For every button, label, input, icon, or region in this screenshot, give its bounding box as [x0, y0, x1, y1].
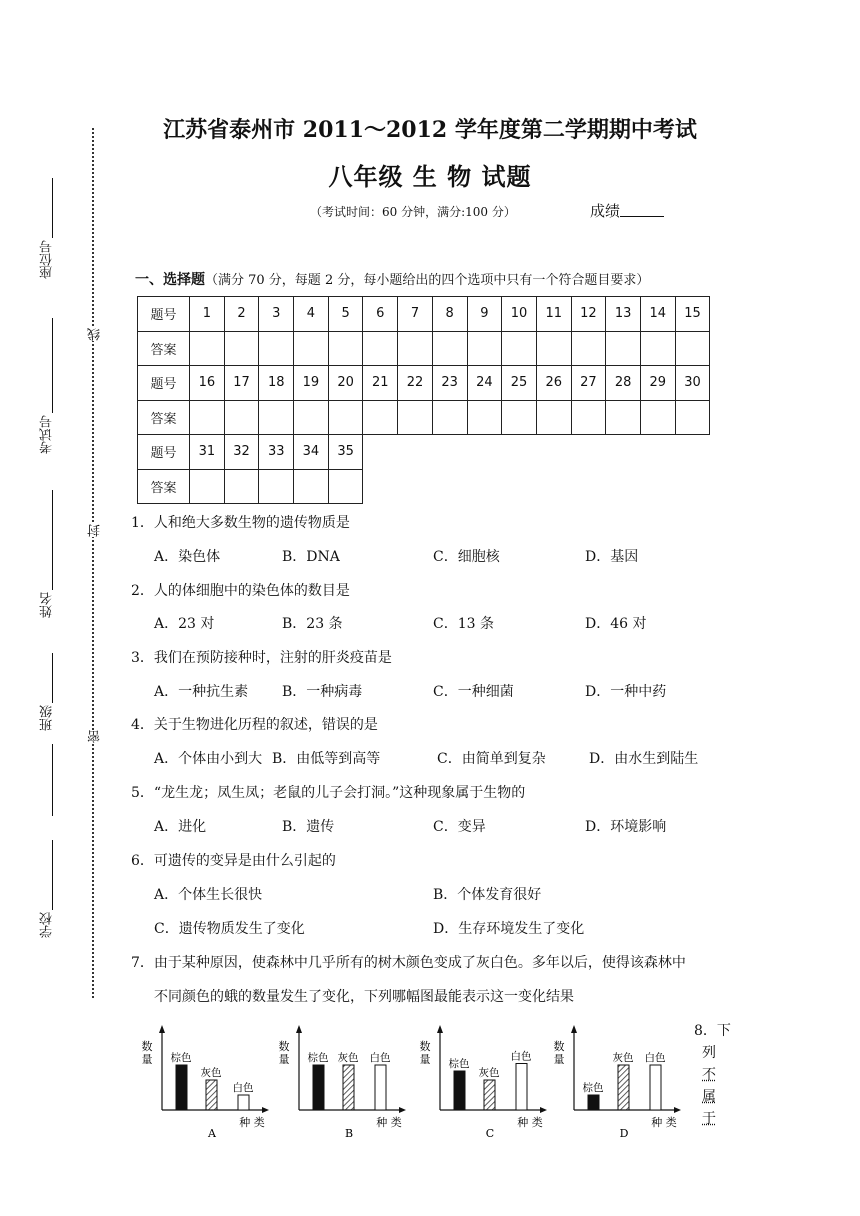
y-axis-arrow: [437, 1025, 443, 1033]
table-row: [138, 469, 710, 504]
exam-info: （考试时间：60 分钟，满分:100 分）: [310, 205, 516, 219]
section-note: （满分 70 分，每题 2 分，每小题给出的四个选项中只有一个符合题目要求）: [205, 273, 650, 288]
answer-cell[interactable]: [363, 331, 398, 366]
q2-option-c[interactable]: C．13 条: [433, 616, 494, 632]
x-axis-arrow: [674, 1107, 681, 1113]
answer-cell[interactable]: [259, 331, 294, 366]
bar: [206, 1080, 217, 1110]
answer-cell[interactable]: [502, 331, 537, 366]
name-label: 姓名: [40, 592, 55, 618]
answer-cell[interactable]: [502, 400, 537, 435]
bar: [516, 1064, 527, 1111]
question-5-stem: 5．“龙生龙；凤生凤；老鼠的儿子会打洞。”这种现象属于生物的: [131, 785, 526, 801]
q4-option-c[interactable]: C．由简单到复杂: [437, 751, 546, 767]
bar-label: 灰色: [612, 1052, 634, 1064]
answer-cell[interactable]: [467, 331, 502, 366]
q8-text: 8．下: [694, 1023, 731, 1039]
exam-title: 江苏省泰州市 2011～2012 学年度第二学期期中考试: [163, 117, 697, 143]
row-label: 题号: [138, 435, 190, 470]
table-empty-area: [363, 469, 710, 504]
question-7-stem-cont: 不同颜色的蛾的数量发生了变化，下列哪幅图最能表示这一变化结果: [154, 989, 574, 1005]
question-number-cell: 10: [502, 297, 537, 332]
question-number-cell: 31: [190, 435, 225, 470]
bar: [618, 1065, 629, 1110]
table-row: [138, 435, 710, 470]
bar-chart-b[interactable]: [277, 1025, 412, 1149]
answer-cell[interactable]: [571, 400, 606, 435]
q5-option-a[interactable]: A．进化: [154, 819, 207, 835]
question-number-cell: 32: [224, 435, 259, 470]
question-number-cell: 25: [502, 366, 537, 401]
question-number-cell: 6: [363, 297, 398, 332]
answer-cell[interactable]: [363, 400, 398, 435]
answer-cell[interactable]: [536, 400, 571, 435]
question-number-cell: 26: [536, 366, 571, 401]
bar: [375, 1065, 386, 1110]
answer-cell[interactable]: [328, 400, 363, 435]
y-axis-label: 量: [141, 1053, 153, 1066]
q6-option-b[interactable]: B．个体发育很好: [433, 887, 542, 903]
question-number-cell: 22: [398, 366, 433, 401]
bar: [176, 1065, 187, 1110]
question-number-cell: 19: [294, 366, 329, 401]
q8-text: 于: [702, 1111, 716, 1127]
question-number-cell: 15: [675, 297, 710, 332]
answer-cell[interactable]: [432, 331, 467, 366]
question-number-cell: 33: [259, 435, 294, 470]
answer-cell[interactable]: [398, 331, 433, 366]
school-label: 学校: [40, 912, 55, 938]
question-number-cell: 3: [259, 297, 294, 332]
question-1-stem: 1．人和绝大多数生物的遗传物质是: [131, 515, 350, 531]
question-7-stem: 7．由于某种原因，使森林中几乎所有的树木颜色变成了灰白色。多年以后，使得该森林中: [131, 955, 686, 971]
q1-option-a[interactable]: A．染色体: [154, 549, 221, 565]
answer-cell[interactable]: [467, 400, 502, 435]
question-number-cell: 2: [224, 297, 259, 332]
q3-option-d[interactable]: D．一种中药: [585, 684, 667, 700]
answer-cell[interactable]: [328, 331, 363, 366]
question-number-cell: 5: [328, 297, 363, 332]
q1-option-c[interactable]: C．细胞核: [433, 549, 500, 565]
school-blank[interactable]: [52, 840, 53, 910]
row-label: 答案: [138, 331, 190, 366]
question-number-cell: 35: [328, 435, 363, 470]
answer-cell[interactable]: [536, 331, 571, 366]
y-axis-label: 数: [419, 1040, 431, 1053]
bar-label: 棕色: [170, 1052, 192, 1064]
question-number-cell: 17: [224, 366, 259, 401]
question-number-cell: 9: [467, 297, 502, 332]
answer-cell[interactable]: [224, 469, 259, 504]
class-label: 班级: [40, 705, 55, 731]
row-label: 题号: [138, 297, 190, 332]
bar: [238, 1095, 249, 1110]
question-number-cell: 18: [259, 366, 294, 401]
q6-option-c[interactable]: C．遗传物质发生了变化: [154, 921, 305, 937]
name-blank[interactable]: [52, 490, 53, 590]
question-number-cell: 16: [190, 366, 225, 401]
q4-option-d[interactable]: D．由水生到陆生: [589, 751, 699, 767]
row-label: 答案: [138, 400, 190, 435]
row-label: 答案: [138, 469, 190, 504]
q5-option-d[interactable]: D．环境影响: [585, 819, 667, 835]
row-label: 题号: [138, 366, 190, 401]
bar-label: 灰色: [478, 1067, 500, 1079]
class-blank[interactable]: [52, 653, 53, 703]
question-number-cell: 14: [640, 297, 675, 332]
answer-cell[interactable]: [606, 331, 641, 366]
exam-subtitle: 八年级 生 物 试题: [328, 162, 532, 191]
answer-cell[interactable]: [224, 331, 259, 366]
q1-option-b[interactable]: B．DNA: [282, 549, 340, 565]
answer-cell[interactable]: [190, 331, 225, 366]
bind-mark-close: 密: [88, 730, 103, 743]
section-title: 一、选择题: [135, 272, 205, 288]
answer-cell[interactable]: [294, 400, 329, 435]
answer-cell[interactable]: [640, 331, 675, 366]
answer-cell[interactable]: [294, 331, 329, 366]
q3-option-c[interactable]: C．一种细菌: [433, 684, 514, 700]
question-8-fragment: [694, 1020, 734, 1130]
q5-option-b[interactable]: B．遗传: [282, 819, 335, 835]
class-blank-lower[interactable]: [52, 744, 53, 816]
panel-label: C: [485, 1127, 495, 1140]
x-axis-label: 种 类: [376, 1116, 402, 1129]
score-label: 成绩: [590, 202, 621, 220]
answer-cell[interactable]: [398, 400, 433, 435]
bar: [454, 1071, 465, 1110]
answer-cell[interactable]: [571, 331, 606, 366]
question-4-stem: 4．关于生物进化历程的叙述，错误的是: [131, 717, 378, 733]
bar-label: 白色: [510, 1050, 532, 1063]
bind-mark-seal: 封: [88, 524, 103, 537]
answer-cell[interactable]: [675, 331, 710, 366]
answer-cell[interactable]: [224, 400, 259, 435]
exam-number-label: 考试号: [40, 415, 55, 454]
seat-number-label: 座位号: [40, 240, 55, 279]
table-row: [138, 297, 710, 332]
y-axis-label: 数: [141, 1040, 153, 1053]
y-axis-label: 数: [278, 1040, 290, 1053]
q6-option-a[interactable]: A．个体生长很快: [154, 887, 263, 903]
bar-chart-c[interactable]: [418, 1025, 553, 1149]
score-field: [590, 200, 664, 221]
question-number-cell: 30: [675, 366, 710, 401]
answer-cell[interactable]: [259, 469, 294, 504]
binding-dotted-line: [92, 128, 94, 998]
question-number-cell: 20: [328, 366, 363, 401]
bar: [343, 1065, 354, 1110]
y-axis-label: 量: [278, 1053, 290, 1066]
answer-cell[interactable]: [640, 400, 675, 435]
q3-option-a[interactable]: A．一种抗生素: [154, 684, 249, 700]
bar-chart-a[interactable]: [140, 1025, 275, 1149]
score-blank[interactable]: [620, 202, 664, 217]
question-number-cell: 21: [363, 366, 398, 401]
question-3-stem: 3．我们在预防接种时，注射的肝炎疫苗是: [131, 650, 392, 666]
panel-label: B: [344, 1127, 354, 1140]
bar-label: 白色: [232, 1082, 254, 1094]
question-number-cell: 11: [536, 297, 571, 332]
question-number-cell: 23: [432, 366, 467, 401]
bar-label: 灰色: [200, 1067, 222, 1079]
bar-chart-d[interactable]: [552, 1025, 687, 1149]
question-number-cell: 34: [294, 435, 329, 470]
question-6-stem: 6．可遗传的变异是由什么引起的: [131, 853, 336, 869]
y-axis-label: 数: [553, 1040, 565, 1053]
q6-option-d[interactable]: D．生存环境发生了变化: [433, 921, 585, 937]
answer-cell[interactable]: [190, 400, 225, 435]
table-row: [138, 400, 710, 435]
q4-option-b[interactable]: B．由低等到高等: [272, 751, 381, 767]
answer-cell[interactable]: [294, 469, 329, 504]
panel-label: D: [619, 1127, 629, 1140]
question-number-cell: 24: [467, 366, 502, 401]
bar-label: 白色: [369, 1052, 391, 1064]
question-number-cell: 27: [571, 366, 606, 401]
question-number-cell: 8: [432, 297, 467, 332]
table-row: [138, 331, 710, 366]
y-axis-label: 量: [419, 1053, 431, 1066]
section-heading: [135, 269, 649, 289]
table-empty-area: [363, 435, 710, 470]
bar-label: 白色: [644, 1052, 666, 1064]
table-row: [138, 366, 710, 401]
bar-label: 棕色: [582, 1082, 604, 1094]
y-axis-label: 量: [553, 1053, 565, 1066]
q2-option-d[interactable]: D．46 对: [585, 616, 647, 632]
q2-option-a[interactable]: A．23 对: [154, 616, 215, 632]
x-axis-label: 种 类: [517, 1116, 543, 1129]
bar: [484, 1080, 495, 1110]
answer-cell[interactable]: [259, 400, 294, 435]
question-number-cell: 7: [398, 297, 433, 332]
q4-option-a[interactable]: A．个体由小到大: [154, 751, 263, 767]
question-number-cell: 28: [606, 366, 641, 401]
q3-option-b[interactable]: B．一种病毒: [282, 684, 363, 700]
x-axis-label: 种 类: [651, 1116, 677, 1129]
answer-cell[interactable]: [675, 400, 710, 435]
y-axis-arrow: [571, 1025, 577, 1033]
bar: [588, 1095, 599, 1110]
answer-grid: [137, 296, 710, 504]
q8-text: 属: [702, 1089, 716, 1105]
bar: [313, 1065, 324, 1110]
x-axis-label: 种 类: [239, 1116, 265, 1129]
x-axis-arrow: [540, 1107, 547, 1113]
question-number-cell: 29: [640, 366, 675, 401]
question-number-cell: 12: [571, 297, 606, 332]
y-axis-arrow: [296, 1025, 302, 1033]
bar-label: 棕色: [448, 1058, 470, 1070]
x-axis-arrow: [262, 1107, 269, 1113]
bar-label: 棕色: [307, 1052, 329, 1064]
q1-option-d[interactable]: D．基因: [585, 549, 639, 565]
question-2-stem: 2．人的体细胞中的染色体的数目是: [131, 583, 350, 599]
question-number-cell: 4: [294, 297, 329, 332]
answer-cell[interactable]: [432, 400, 467, 435]
answer-cell[interactable]: [190, 469, 225, 504]
panel-label: A: [208, 1127, 216, 1140]
bar-label: 灰色: [337, 1052, 359, 1064]
bar: [650, 1065, 661, 1110]
q5-option-c[interactable]: C．变异: [433, 819, 486, 835]
answer-cell[interactable]: [328, 469, 363, 504]
y-axis-arrow: [159, 1025, 165, 1033]
q2-option-b[interactable]: B．23 条: [282, 616, 343, 632]
x-axis-arrow: [399, 1107, 406, 1113]
question-number-cell: 13: [606, 297, 641, 332]
exam-number-blank[interactable]: [52, 318, 53, 413]
q8-text: 列: [702, 1045, 716, 1061]
bind-mark-line: 线: [88, 328, 103, 341]
q8-text: 不: [702, 1067, 716, 1083]
question-number-cell: 1: [190, 297, 225, 332]
answer-cell[interactable]: [606, 400, 641, 435]
